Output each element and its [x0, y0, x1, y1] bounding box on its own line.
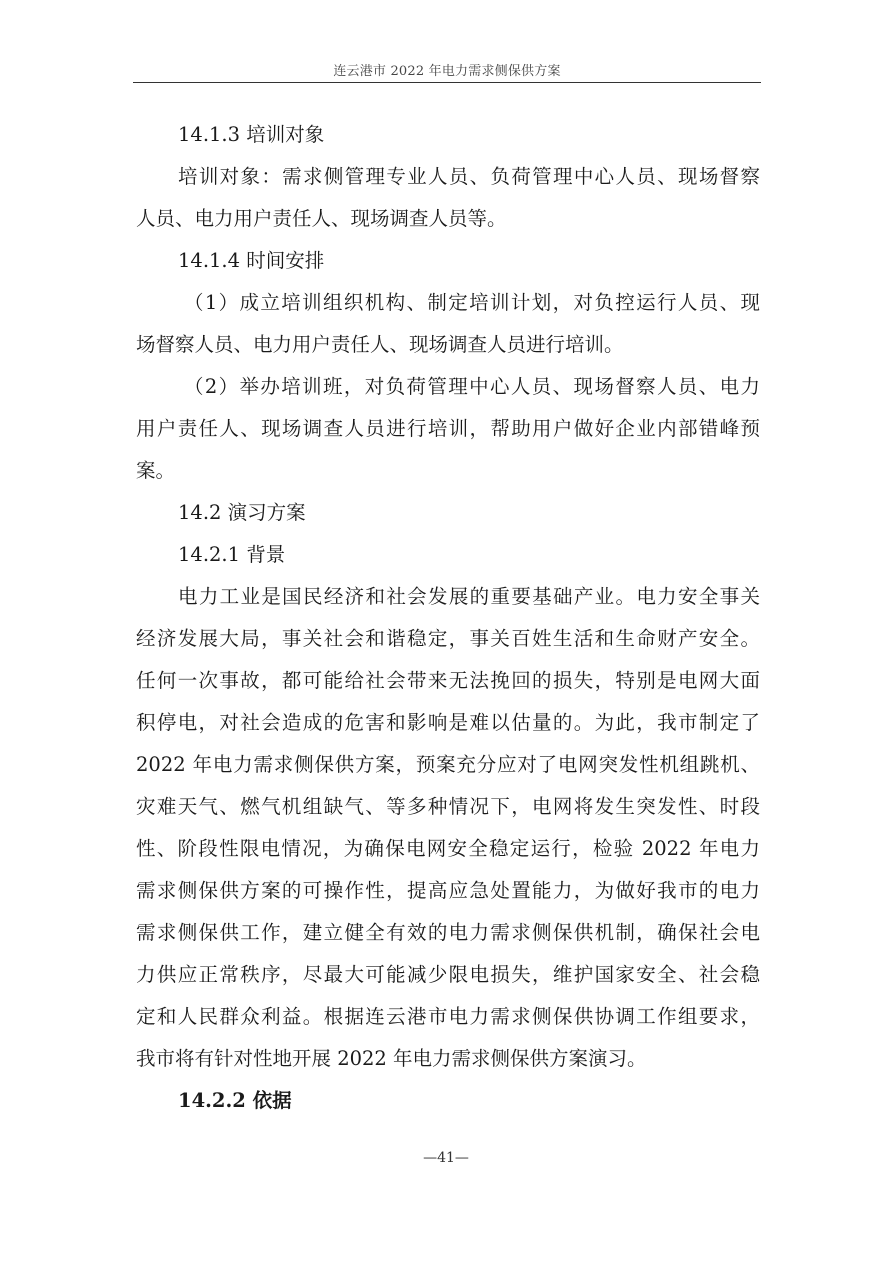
paragraph-line: （1）成立培训组织机构、制定培训计划，对负控运行人员、现 [184, 291, 760, 314]
paragraph-line: 性、阶段性限电情况，为确保电网安全稳定运行，检验 2022 年电力 [136, 837, 760, 860]
section-heading-14-1-3: 14.1.3 培训对象 [178, 123, 325, 146]
section-heading-14-2-1: 14.2.1 背景 [178, 543, 286, 566]
paragraph-line: （2）举办培训班，对负荷管理中心人员、现场督察人员、电力 [184, 375, 760, 398]
paragraph-line: 灾难天气、燃气机组缺气、等多种情况下，电网将发生突发性、时段 [136, 795, 760, 818]
running-header: 连云港市 2022 年电力需求侧保供方案 [333, 64, 561, 79]
paragraph-line: 任何一次事故，都可能给社会带来无法挽回的损失，特别是电网大面 [136, 669, 760, 692]
paragraph-line: 案。 [136, 459, 176, 482]
paragraph-line: 培训对象：需求侧管理专业人员、负荷管理中心人员、现场督察 [178, 165, 760, 188]
page-number: —41— [423, 1150, 469, 1166]
section-heading-14-1-4: 14.1.4 时间安排 [178, 249, 325, 272]
paragraph-line: 电力工业是国民经济和社会发展的重要基础产业。电力安全事关 [178, 585, 760, 608]
body-text [136, 114, 760, 1122]
paragraph-line: 人员、电力用户责任人、现场调查人员等。 [136, 207, 507, 230]
paragraph-line: 用户责任人、现场调查人员进行培训，帮助用户做好企业内部错峰预 [136, 417, 760, 440]
paragraph-line: 场督察人员、电力用户责任人、现场调查人员进行培训。 [136, 333, 624, 356]
header-rule [133, 82, 761, 83]
paragraph-line: 力供应正常秩序，尽最大可能减少限电损失，维护国家安全、社会稳 [136, 963, 760, 986]
paragraph-line: 需求侧保供方案的可操作性，提高应急处置能力，为做好我市的电力 [136, 879, 760, 902]
paragraph-line: 需求侧保供工作，建立健全有效的电力需求侧保供机制，确保社会电 [136, 921, 760, 944]
section-heading-14-2-2: 14.2.2 依据 [178, 1089, 292, 1112]
paragraph-line: 2022 年电力需求侧保供方案，预案充分应对了电网突发性机组跳机、 [136, 753, 760, 776]
section-heading-14-2: 14.2 演习方案 [178, 501, 306, 524]
paragraph-line: 经济发展大局，事关社会和谐稳定，事关百姓生活和生命财产安全。 [136, 627, 760, 650]
paragraph-line: 我市将有针对性地开展 2022 年电力需求侧保供方案演习。 [136, 1047, 647, 1070]
paragraph-line: 定和人民群众利益。根据连云港市电力需求侧保供协调工作组要求， [136, 1005, 760, 1028]
paragraph-line: 积停电，对社会造成的危害和影响是难以估量的。为此，我市制定了 [136, 711, 760, 734]
